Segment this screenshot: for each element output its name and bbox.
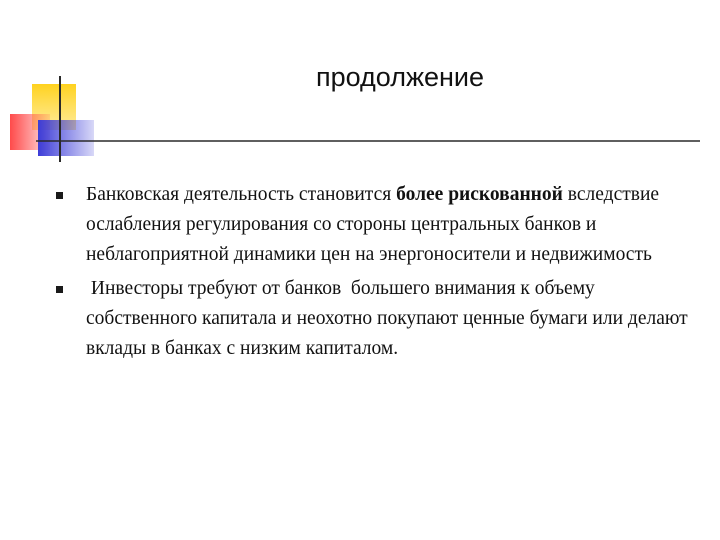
bullet-item-2 (54, 274, 694, 364)
square-bullet-icon (56, 286, 63, 293)
slide-title: продолжение (315, 62, 485, 92)
blue-square-shape (38, 120, 94, 156)
bullet-text (86, 278, 693, 359)
square-bullet-icon (56, 192, 63, 199)
bullet-text (86, 184, 659, 265)
bullet-list (54, 180, 694, 368)
bullet-item-1 (54, 180, 694, 270)
title-decoration (0, 0, 720, 200)
bullet-text-part: Банковская деятельность становится (86, 184, 397, 205)
bullet-text-bold: более рискованной (396, 184, 563, 205)
bullet-text-part: Инвесторы требуют от банков большего внимания к объему собственного капитала и неохотно покупают ценные бумаги или делают вклады в банках с низким капиталом. (86, 278, 693, 359)
bullet-text-part: вследствие ослабления регулирования со стороны центральных банков и неблагоприятной динамики цен на энергоносители и недвижимость (86, 184, 660, 265)
